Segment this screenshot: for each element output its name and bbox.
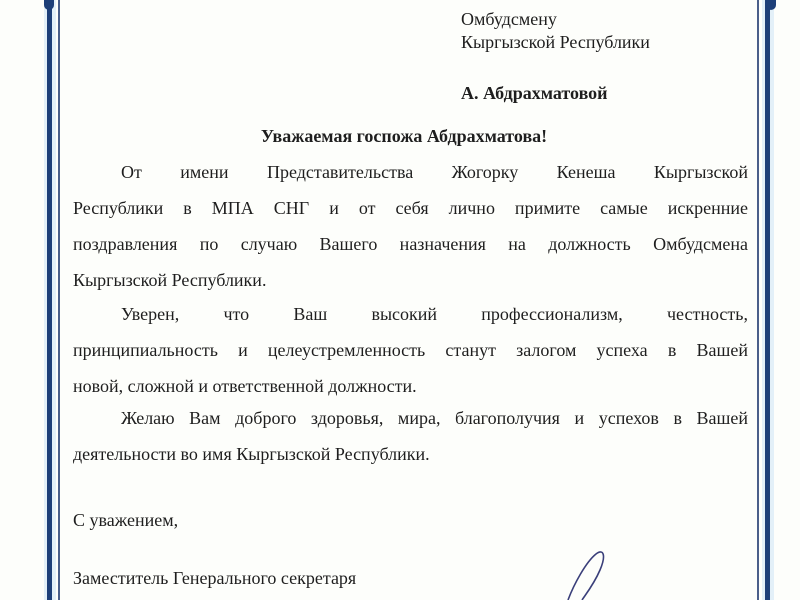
paragraph-line: Желаю Вам доброго здоровья, мира, благополучия и успехов в Вашей <box>121 408 748 428</box>
closing: С уважением, <box>73 510 179 530</box>
paragraph-1 <box>73 154 748 298</box>
paragraph-line: поздравления по случаю Вашего назначения на должность Омбудсмена <box>73 234 748 254</box>
paragraph-line: принципиальность и целеустремленность станут залогом успеха в Вашей <box>73 340 748 360</box>
addressee-name: А. Абдрахматовой <box>461 83 608 103</box>
right-border-thin <box>757 0 759 600</box>
addressee-line-1: Омбудсмену <box>461 9 557 29</box>
paragraph-3 <box>73 400 748 472</box>
paragraph-2 <box>73 296 748 404</box>
paragraph-line: От имени Представительства Жогорку Кенеша Кыргызской <box>121 162 748 182</box>
right-border-thick <box>765 0 770 600</box>
paragraph-line: Республики в МПА СНГ и от себя лично примите самые искренние <box>73 198 748 218</box>
left-border-thick <box>47 0 52 600</box>
paragraph-line: новой, сложной и ответственной должности. <box>73 376 417 396</box>
signature-icon <box>560 548 620 600</box>
signatory-title: Заместитель Генерального секретаря <box>73 568 357 588</box>
paragraph-line: деятельности во имя Кыргызской Республики. <box>73 444 430 464</box>
addressee-line-2: Кыргызской Республики <box>461 32 650 52</box>
left-border-thin <box>58 0 60 600</box>
paragraph-line: Кыргызской Республики. <box>73 270 267 290</box>
left-border-ornament-icon <box>44 0 54 10</box>
right-border-ornament-icon <box>766 0 776 10</box>
paragraph-line: Уверен, что Ваш высокий профессионализм, честность, <box>121 304 748 324</box>
greeting: Уважаемая госпожа Абдрахматова! <box>260 126 548 146</box>
